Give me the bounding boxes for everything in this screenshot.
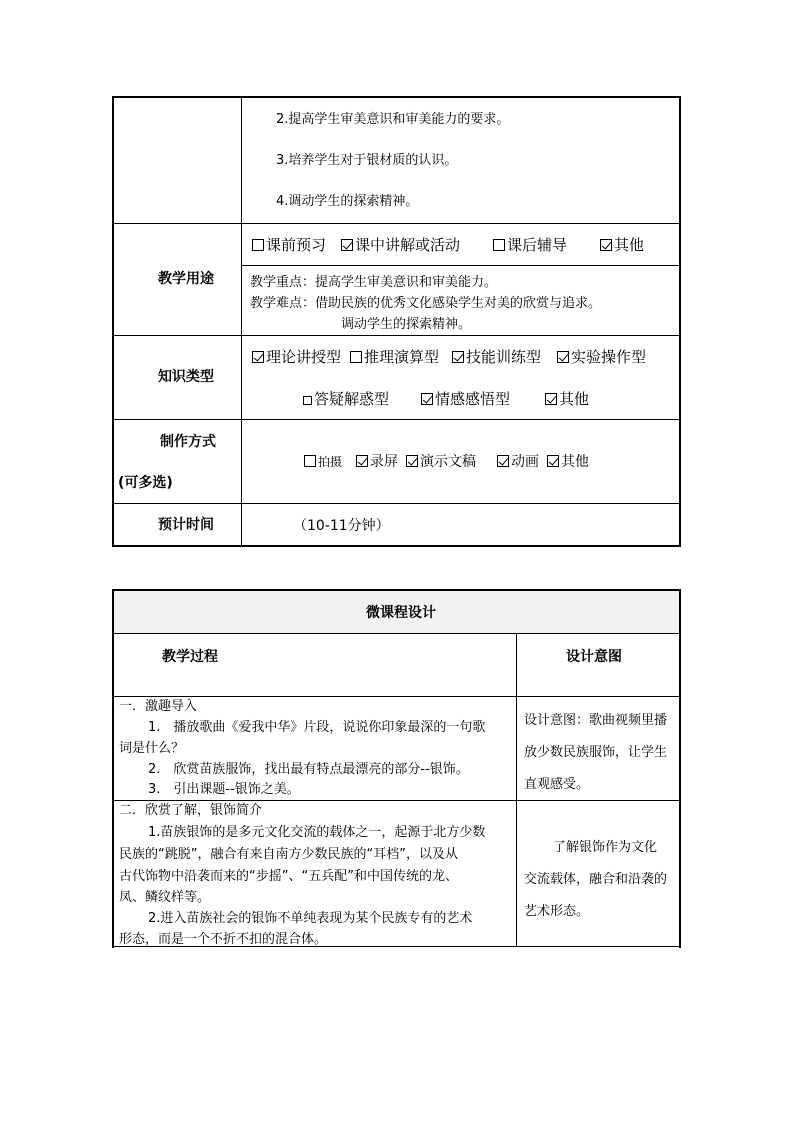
knowledge-option-reasoning[interactable]: 推理演算型 (350, 348, 439, 366)
production-option-filming[interactable]: 拍摄 (304, 453, 342, 471)
checkbox-checked-icon[interactable] (497, 455, 509, 467)
checkbox-checked-icon[interactable] (421, 393, 433, 405)
checkbox-checked-icon[interactable] (452, 351, 464, 363)
knowledge-option-experiment[interactable]: 实验操作型 (557, 348, 646, 366)
knowledge-option-qa[interactable]: 答疑解惑型 (303, 390, 389, 408)
usage-option-preview[interactable]: 课前预习 (252, 236, 326, 254)
checkbox-icon[interactable] (493, 239, 505, 251)
goal-item: 3.培养学生对于银材质的认识。 (276, 153, 458, 168)
intent-line: 艺术形态。 (524, 904, 590, 919)
teaching-focus: 教学重点：提高学生审美意识和审美能力。 (250, 275, 498, 290)
goal-item: 4.调动学生的探索精神。 (276, 194, 419, 209)
process-line: 3. 引出课题--银饰之美。 (148, 782, 300, 797)
goal-item: 2.提高学生审美意识和审美能力的要求。 (276, 112, 510, 127)
checkbox-checked-icon[interactable] (252, 351, 264, 363)
production-option-other[interactable]: 其他 (547, 453, 589, 471)
usage-option-in-class[interactable]: 课中讲解或活动 (341, 236, 460, 254)
checkbox-icon[interactable] (350, 351, 362, 363)
checkbox-checked-icon[interactable] (356, 455, 368, 467)
time-value: （10-11分钟） (293, 518, 390, 534)
process-line: 民族的“跳脱”，融合有来自南方少数民族的“耳档”，以及从 (119, 847, 458, 862)
intent-line: 放少数民族服饰，让学生 (524, 745, 668, 760)
knowledge-option-emotion[interactable]: 情感感悟型 (421, 390, 510, 408)
production-sub: (可多选) (118, 475, 173, 491)
intent-line: 设计意图：歌曲视频里播 (524, 713, 668, 728)
process-line: 形态，而是一个不折不扣的混合体。 (119, 932, 328, 947)
knowledge-option-other[interactable]: 其他 (545, 390, 589, 408)
checkbox-icon[interactable] (252, 239, 264, 251)
checkbox-checked-icon[interactable] (557, 351, 569, 363)
production-option-animation[interactable]: 动画 (497, 453, 539, 471)
knowledge-label: 知识类型 (158, 369, 214, 385)
checkbox-icon[interactable] (304, 455, 316, 467)
checkbox-icon[interactable] (303, 396, 312, 405)
intent-line: 直观感受。 (524, 777, 590, 792)
section-heading: 二．欣赏了解，银饰简介 (119, 803, 263, 818)
production-option-screen[interactable]: 录屏 (356, 453, 398, 471)
checkbox-checked-icon[interactable] (547, 455, 559, 467)
production-option-slides[interactable]: 演示文稿 (406, 453, 476, 471)
process-line: 凤、鳞纹样等。 (119, 890, 211, 905)
checkbox-checked-icon[interactable] (341, 239, 353, 251)
usage-option-other[interactable]: 其他 (600, 236, 644, 254)
process-line: 1. 播放歌曲《爱我中华》片段，说说你印象最深的一句歌 (148, 720, 486, 735)
usage-label: 教学用途 (158, 271, 214, 287)
process-line: 2.进入苗族社会的银饰不单纯表现为某个民族专有的艺术 (148, 911, 473, 926)
checkbox-checked-icon[interactable] (600, 239, 612, 251)
knowledge-option-skill[interactable]: 技能训练型 (452, 348, 541, 366)
production-label: 制作方式 (160, 434, 216, 450)
process-line: 2. 欣赏苗族服饰，找出最有特点最漂亮的部分--银饰。 (148, 762, 469, 777)
process-line: 古代饰物中沿袭而来的“步摇”、“五兵配”和中国传统的龙、 (119, 869, 458, 884)
teaching-difficulty: 教学难点：借助民族的优秀文化感染学生对美的欣赏与追求。 (250, 296, 602, 311)
time-label: 预计时间 (158, 517, 214, 533)
col-intent-header: 设计意图 (566, 649, 622, 665)
knowledge-option-theory[interactable]: 理论讲授型 (252, 348, 341, 366)
process-line: 词是什么？ (119, 741, 185, 756)
teaching-difficulty-cont: 调动学生的探索精神。 (341, 317, 472, 332)
course-design-title: 微课程设计 (366, 605, 436, 621)
usage-option-after-class[interactable]: 课后辅导 (493, 236, 567, 254)
checkbox-checked-icon[interactable] (406, 455, 418, 467)
intent-line: 交流载体，融合和沿袭的 (524, 872, 668, 887)
col-process-header: 教学过程 (162, 649, 218, 665)
checkbox-checked-icon[interactable] (545, 393, 557, 405)
section-heading: 一．激趣导入 (119, 699, 198, 714)
intent-line: 了解银饰作为文化 (553, 840, 658, 855)
process-line: 1.苗族银饰的是多元文化交流的载体之一，起源于北方少数 (148, 825, 486, 840)
